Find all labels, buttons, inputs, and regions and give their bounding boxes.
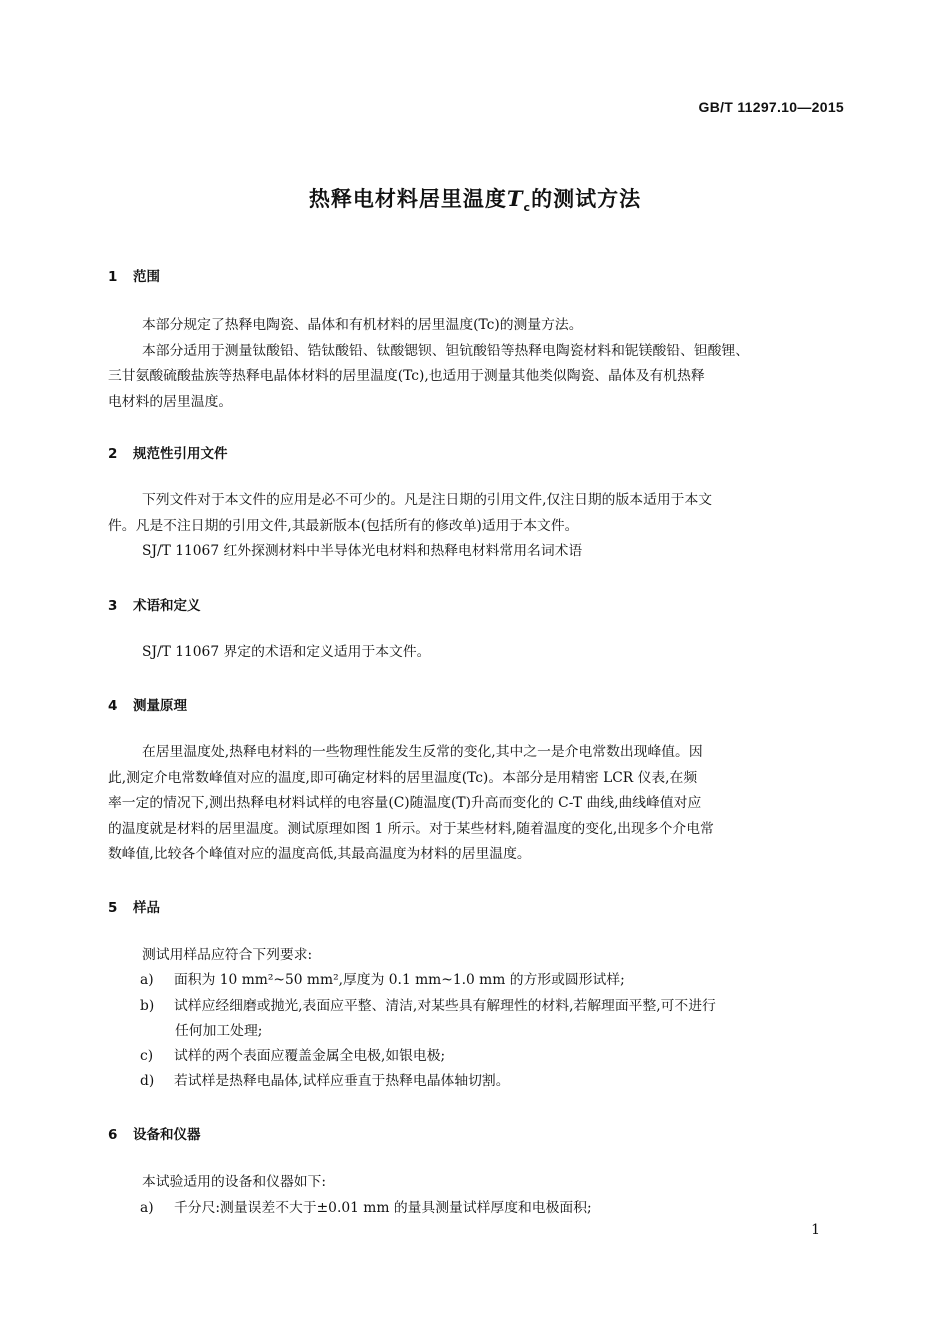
section-6-heading bbox=[108, 1123, 201, 1143]
list-text: 千分尺:测量误差不大于±0.01 mm 的量具测量试样厚度和电极面积; bbox=[174, 1200, 592, 1216]
section-1-heading bbox=[108, 265, 160, 285]
section-number: 1 bbox=[108, 269, 118, 285]
list-marker: a) bbox=[140, 972, 154, 988]
section-title: 术语和定义 bbox=[133, 598, 201, 614]
section-title: 样品 bbox=[133, 900, 160, 916]
text-line: 三甘氨酸硫酸盐族等热释电晶体材料的居里温度(Tc),也适用于测量其他类似陶瓷、晶体及有机热释 bbox=[108, 368, 705, 384]
paragraph bbox=[108, 740, 843, 766]
text-line: 电材料的居里温度。 bbox=[108, 393, 233, 410]
section-title: 规范性引用文件 bbox=[133, 446, 228, 462]
text-line: 本部分规定了热释电陶瓷、晶体和有机材料的居里温度(Tc)的测量方法。 bbox=[142, 317, 583, 333]
section-2-heading bbox=[108, 442, 228, 462]
text-line: 数峰值,比较各个峰值对应的温度高低,其最高温度为材料的居里温度。 bbox=[108, 846, 531, 862]
paragraph bbox=[108, 1170, 843, 1196]
text-line: 本部分适用于测量钛酸铅、锆钛酸铅、钛酸锶钡、钽钪酸铅等热释电陶瓷材料和铌镁酸铅、钽酸锂、 bbox=[142, 342, 750, 359]
list-marker: a) bbox=[140, 1200, 154, 1216]
title-subscript: c bbox=[523, 201, 532, 215]
section-6-intro bbox=[108, 1170, 843, 1196]
text-line: 此,测定介电常数峰值对应的温度,即可确定材料的居里温度(Tc)。本部分是用精密 LCR 仪表,在频 bbox=[108, 769, 698, 786]
paragraph bbox=[108, 339, 843, 365]
text-line: 在居里温度处,热释电材料的一些物理性能发生反常的变化,其中之一是介电常数出现峰值。因 bbox=[142, 744, 703, 760]
section-1-body bbox=[108, 313, 843, 415]
section-number: 6 bbox=[108, 1127, 118, 1143]
list-item bbox=[140, 1044, 843, 1070]
section-5-intro bbox=[108, 943, 843, 969]
section-3-heading bbox=[108, 594, 201, 614]
list-marker: c) bbox=[140, 1048, 154, 1064]
text-line: 本试验适用的设备和仪器如下: bbox=[142, 1174, 327, 1190]
list-text: 面积为 10 mm²~50 mm²,厚度为 0.1 mm~1.0 mm 的方形或圆形试样; bbox=[174, 972, 625, 988]
reference-line bbox=[108, 539, 843, 565]
text-line: 测试用样品应符合下列要求: bbox=[142, 947, 313, 963]
text-line: 件。凡是不注日期的引用文件,其最新版本(包括所有的修改单)适用于本文件。 bbox=[108, 517, 579, 534]
section-number: 2 bbox=[108, 446, 118, 462]
section-number: 3 bbox=[108, 598, 118, 614]
reference-text: SJ/T 11067 红外探测材料中半导体光电材料和热释电材料常用名词术语 bbox=[142, 543, 583, 559]
paragraph bbox=[108, 313, 843, 339]
list-item-continuation: 任何加工处理; bbox=[175, 1023, 263, 1039]
section-4-heading bbox=[108, 694, 187, 714]
text-line: 的温度就是材料的居里温度。测试原理如图 1 所示。对于某些材料,随着温度的变化,出现多个介电常 bbox=[108, 820, 714, 837]
list-text: 若试样是热释电晶体,试样应垂直于热释电晶体轴切割。 bbox=[174, 1073, 510, 1089]
text-line: 下列文件对于本文件的应用是必不可少的。凡是注日期的引用文件,仅注日期的版本适用于本文 bbox=[142, 492, 713, 508]
section-number: 5 bbox=[108, 900, 118, 916]
list-marker: d) bbox=[140, 1073, 155, 1089]
title-pre: 热释电材料居里温度 bbox=[308, 187, 507, 211]
section-number: 4 bbox=[108, 698, 118, 714]
section-4-body bbox=[108, 740, 843, 868]
list-item bbox=[140, 968, 843, 994]
title-symbol: T bbox=[506, 186, 524, 211]
list-item bbox=[140, 1069, 843, 1095]
section-title: 测量原理 bbox=[133, 698, 187, 714]
section-2-body bbox=[108, 488, 843, 565]
section-3-body bbox=[108, 640, 843, 666]
page-number: 1 bbox=[811, 1222, 820, 1238]
section-title: 设备和仪器 bbox=[133, 1127, 201, 1143]
paragraph bbox=[108, 640, 843, 666]
list-text: 试样应经细磨或抛光,表面应平整、清洁,对某些具有解理性的材料,若解理面平整,可不进行 bbox=[174, 998, 716, 1014]
standard-number: GB/T 11297.10—2015 bbox=[698, 99, 844, 115]
list-item bbox=[140, 1196, 843, 1222]
list-item bbox=[140, 994, 843, 1020]
list-marker: b) bbox=[140, 998, 155, 1014]
section-title: 范围 bbox=[133, 269, 160, 285]
section-5-heading bbox=[108, 896, 160, 916]
paragraph bbox=[108, 943, 843, 969]
list-text: 试样的两个表面应覆盖金属全电极,如银电极; bbox=[174, 1048, 446, 1064]
title-post: 的测试方法 bbox=[531, 187, 642, 211]
text-line: SJ/T 11067 界定的术语和定义适用于本文件。 bbox=[142, 644, 431, 660]
text-line: 率一定的情况下,测出热释电材料试样的电容量(C)随温度(T)升高而变化的 C-T 曲线,曲线峰值对应 bbox=[108, 795, 702, 811]
paragraph bbox=[108, 488, 843, 514]
page-title bbox=[0, 183, 950, 214]
